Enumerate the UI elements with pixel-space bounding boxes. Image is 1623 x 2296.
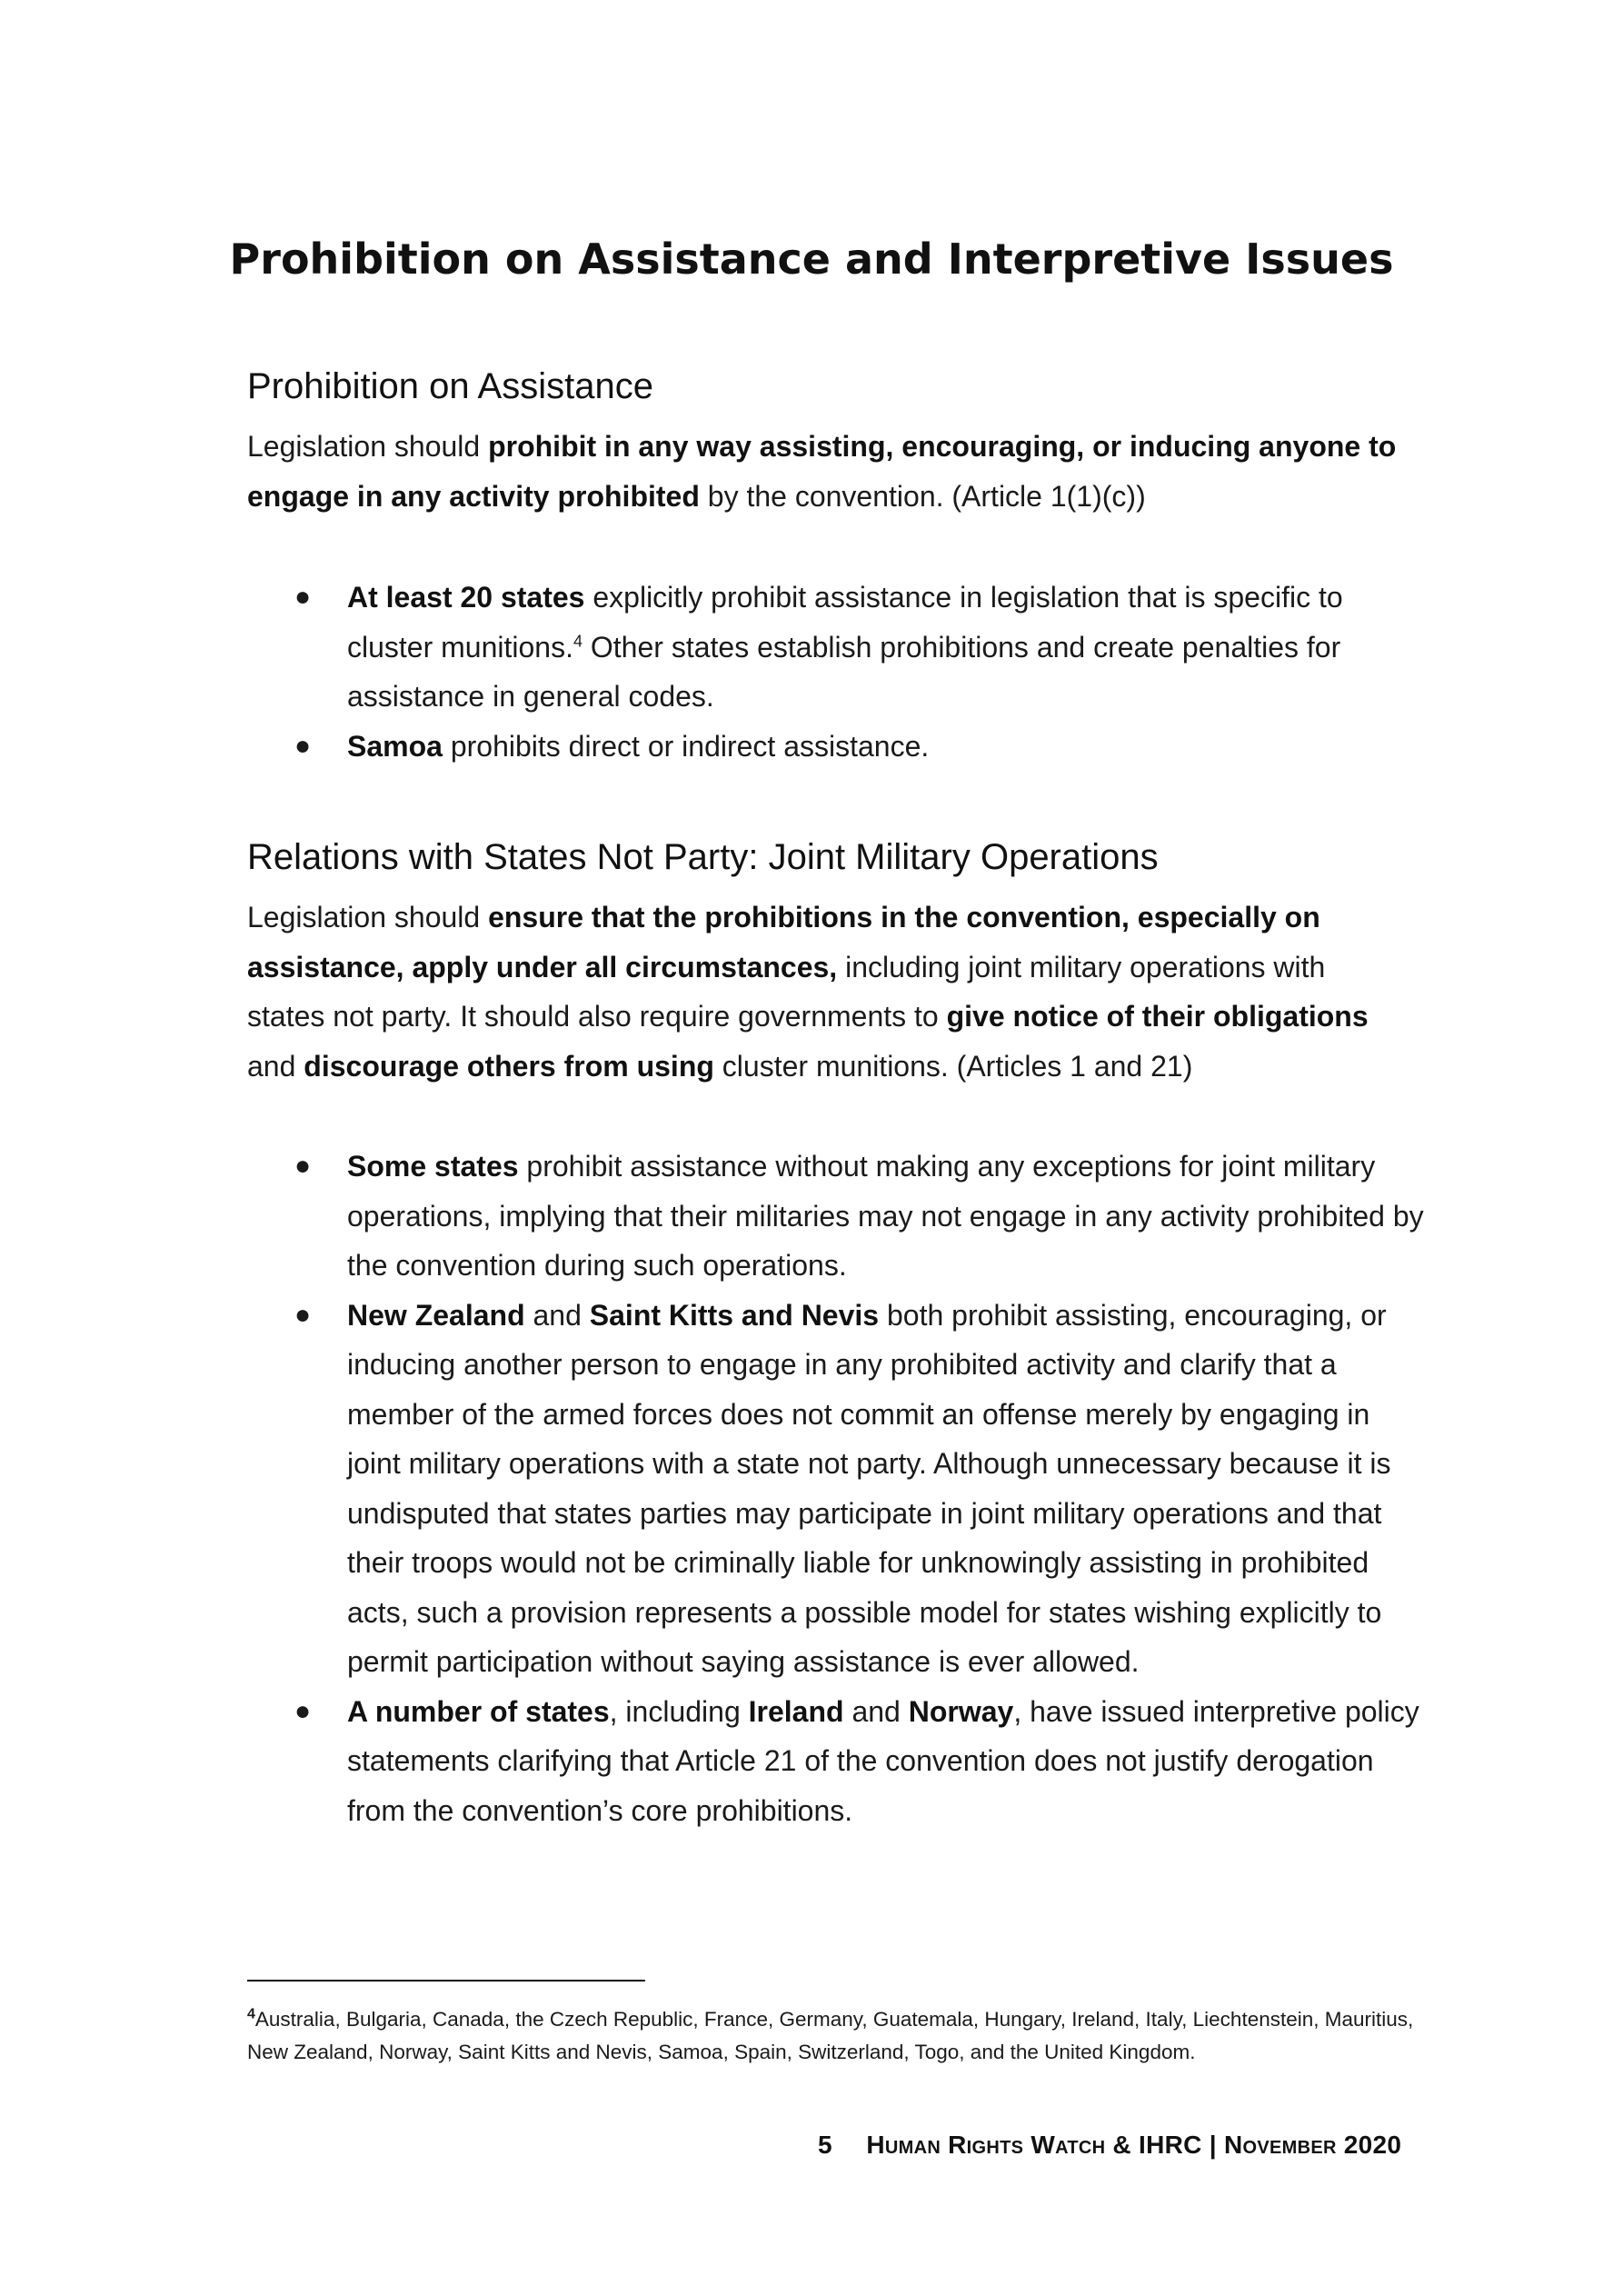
page-title: Prohibition on Assistance and Interpretive Issues xyxy=(229,235,1394,284)
bullet-list xyxy=(247,1142,1429,1835)
body-text: Legislation should xyxy=(247,430,489,463)
bullet-list xyxy=(247,573,1429,771)
body-text: prohibit assistance without making any exceptions for joint military operations, implying that their militaries may not engage in any activity prohibited by the convention during such operations. xyxy=(347,1150,1424,1282)
body-text: and xyxy=(524,1298,590,1332)
section-heading-joint-military-operations: Relations with States Not Party: Joint Military Operations xyxy=(247,837,1159,877)
body-text: Other states establish prohibitions and create penalties for assistance in general codes. xyxy=(347,630,1341,713)
bullet-icon: ● xyxy=(294,730,312,761)
list-item xyxy=(247,1291,1429,1687)
section-intro-paragraph xyxy=(247,893,1410,1091)
list-item xyxy=(247,1687,1429,1836)
body-text: prohibits direct or indirect assistance. xyxy=(442,729,930,763)
emphasis-text: Saint Kitts and Nevis xyxy=(589,1298,880,1332)
emphasis-text: New Zealand xyxy=(347,1298,525,1332)
section-heading-prohibition-on-assistance: Prohibition on Assistance xyxy=(247,366,653,406)
body-text: , including xyxy=(609,1694,749,1728)
body-text: , have issued interpretive policy statements clarifying that Article 21 of the convention does not justify derogation from the convention’s core prohibitions. xyxy=(347,1694,1419,1827)
footnote-text: Australia, Bulgaria, Canada, the Czech Republic, France, Germany, Guatemala, Hungary, Ireland, Italy, Liechtenstein, Mauritius, New Zealand, Norway, Saint Kitts and Nevis, Samoa, Spain, Switzerland, Togo, and the United Kingdom. xyxy=(247,2008,1414,2063)
bullet-icon: ● xyxy=(294,1299,312,1330)
list-item xyxy=(247,573,1429,722)
footer-publisher-date: Human Rights Watch & IHRC | November 2020 xyxy=(866,2131,1402,2159)
list-item-text xyxy=(347,730,929,763)
footnote-divider xyxy=(247,1980,645,1982)
emphasis-text: Norway xyxy=(908,1694,1014,1728)
emphasis-text: Samoa xyxy=(347,729,443,763)
page-number: 5 xyxy=(818,2131,832,2159)
emphasis-text: A number of states xyxy=(347,1694,610,1728)
body-text: explicitly prohibit assistance in legislation that is specific to cluster munitions. xyxy=(347,581,1343,664)
section-intro-paragraph xyxy=(247,422,1410,521)
body-text: and xyxy=(247,1049,304,1083)
emphasis-text: give notice of their obligations xyxy=(946,1000,1369,1033)
list-item xyxy=(247,722,1429,772)
page-footer xyxy=(818,2127,1401,2163)
list-item xyxy=(247,1142,1429,1291)
emphasis-text: Ireland xyxy=(748,1694,844,1728)
emphasis-text: At least 20 states xyxy=(347,581,585,614)
list-item-text xyxy=(347,1695,1419,1827)
bullet-icon: ● xyxy=(294,1695,312,1726)
bullet-icon: ● xyxy=(294,582,312,612)
emphasis-text: discourage others from using xyxy=(304,1049,714,1083)
bullet-icon: ● xyxy=(294,1151,312,1181)
footnote xyxy=(247,2003,1429,2069)
body-text: both prohibit assisting, encouraging, or inducing another person to engage in any prohibited activity and clarify that a member of the armed forces does not commit an offense merely by engaging in joint military operations with a state not party. Although unnecessary because it is undisputed that states parties may participate in joint military operations and that their troops would not be criminally liable for unknowingly assisting in prohibited acts, such a provision represents a possible model for states wishing explicitly to permit participation without saying assistance is ever allowed. xyxy=(347,1298,1391,1678)
emphasis-text: Some states xyxy=(347,1150,519,1183)
emphasis-text: prohibit in any way assisting, encouraging, or inducing anyone to engage in any activity prohibited xyxy=(247,430,1397,513)
body-text: and xyxy=(843,1694,909,1728)
emphasis-text: ensure that the prohibitions in the convention, especially on assistance, apply under all circumstances, xyxy=(247,901,1320,983)
list-item-text xyxy=(347,1150,1424,1282)
list-item-text xyxy=(347,581,1343,713)
footnote-number: 4 xyxy=(247,2006,255,2022)
footnote-reference: 4 xyxy=(573,631,582,650)
body-text: by the convention. (Article 1(1)(c)) xyxy=(699,479,1146,513)
list-item-text xyxy=(347,1299,1390,1679)
body-text: Legislation should xyxy=(247,901,489,933)
body-text: cluster munitions. (Articles 1 and 21) xyxy=(713,1049,1193,1083)
body-text: including joint military operations with states not party. It should also require governments to xyxy=(247,950,1326,1033)
